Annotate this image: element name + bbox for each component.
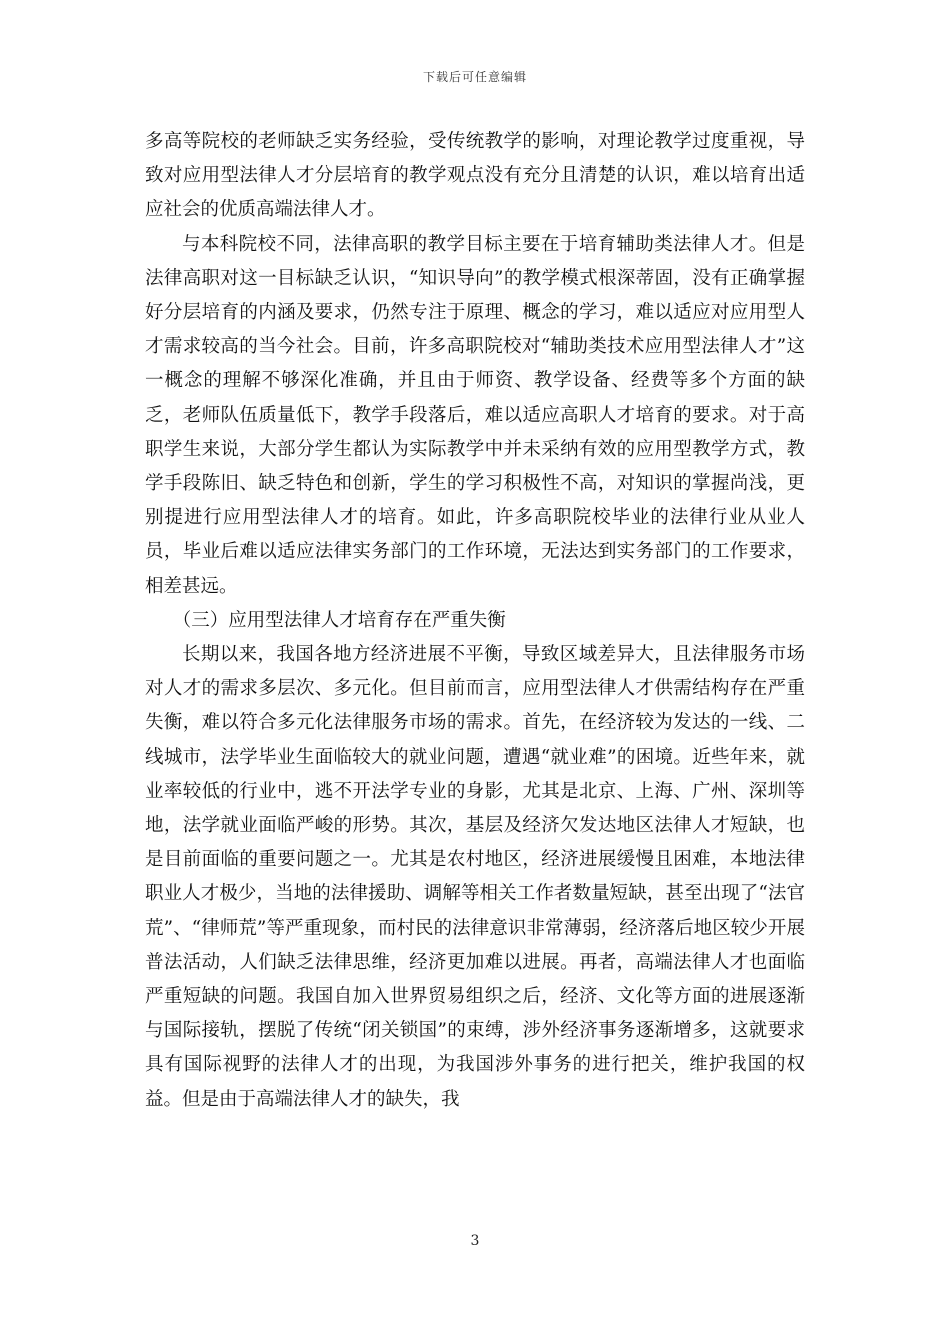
document-body	[145, 125, 805, 1117]
header-note: 下载后可任意编辑	[422, 70, 527, 84]
paragraph-vocational-education: 与本科院校不同，法律高职的教学目标主要在于培育辅助类法律人才。但是法律高职对这一目标缺乏认识，“知识导向”的教学模式根深蒂固，没有正确掌握好分层培育的内涵及要求，仍然专注于原理、概念的学习，难以适应对应用型人才需求较高的当今社会。目前，许多高职院校对“辅助类技术应用型法律人才”这一概念的理解不够深化准确，并且由于师资、教学设备、经费等多个方面的缺乏，老师队伍质量低下，教学手段落后，难以适应高职人才培育的要求。对于高职学生来说，大部分学生都认为实际教学中并未采纳有效的应用型教学方式，教学手段陈旧、缺乏特色和创新，学生的学习积极性不高，对知识的掌握尚浅，更别提进行应用型法律人才的培育。如此，许多高职院校毕业的法律行业从业人员，毕业后难以适应法律实务部门的工作环境，无法达到实务部门的工作要求，相差甚远。	[145, 233, 805, 597]
section-heading: （三）应用型法律人才培育存在严重失衡	[172, 609, 506, 631]
paragraph-talent-imbalance: 长期以来，我国各地方经济进展不平衡，导致区域差异大，且法律服务市场对人才的需求多层次、多元化。但目前而言，应用型法律人才供需结构存在严重失衡，难以符合多元化法律服务市场的需求。首先，在经济较为发达的一线、二线城市，法学毕业生面临较大的就业问题，遭遇“就业难”的困境。近些年来，就业率较低的行业中，逃不开法学专业的身影，尤其是北京、上海、广州、深圳等地，法学就业面临严峻的形势。其次，基层及经济欠发达地区法律人才短缺，也是目前面临的重要问题之一。尤其是农村地区，经济进展缓慢且困难，本地法律职业人才极少，当地的法律援助、调解等相关工作者数量短缺，甚至出现了“法官荒”、“律师荒”等严重现象，而村民的法律意识非常薄弱，经济落后地区较少开展普法活动，人们缺乏法律思维，经济更加难以进展。再者，高端法律人才也面临严重短缺的问题。我国自加入世界贸易组织之后，经济、文化等方面的进展逐渐与国际接轨，摆脱了传统“闭关锁国”的束缚，涉外经济事务逐渐增多，这就要求具有国际视野的法律人才的出现，为我国涉外事务的进行把关，维护我国的权益。但是由于高端法律人才的缺失，我	[145, 644, 805, 1110]
page-number: 3	[470, 1233, 480, 1249]
paragraph-continuation: 多高等院校的老师缺乏实务经验，受传统教学的影响，对理论教学过度重视，导致对应用型法律人才分层培育的教学观点没有充分且清楚的认识，难以培育出适应社会的优质高端法律人才。	[145, 131, 805, 221]
